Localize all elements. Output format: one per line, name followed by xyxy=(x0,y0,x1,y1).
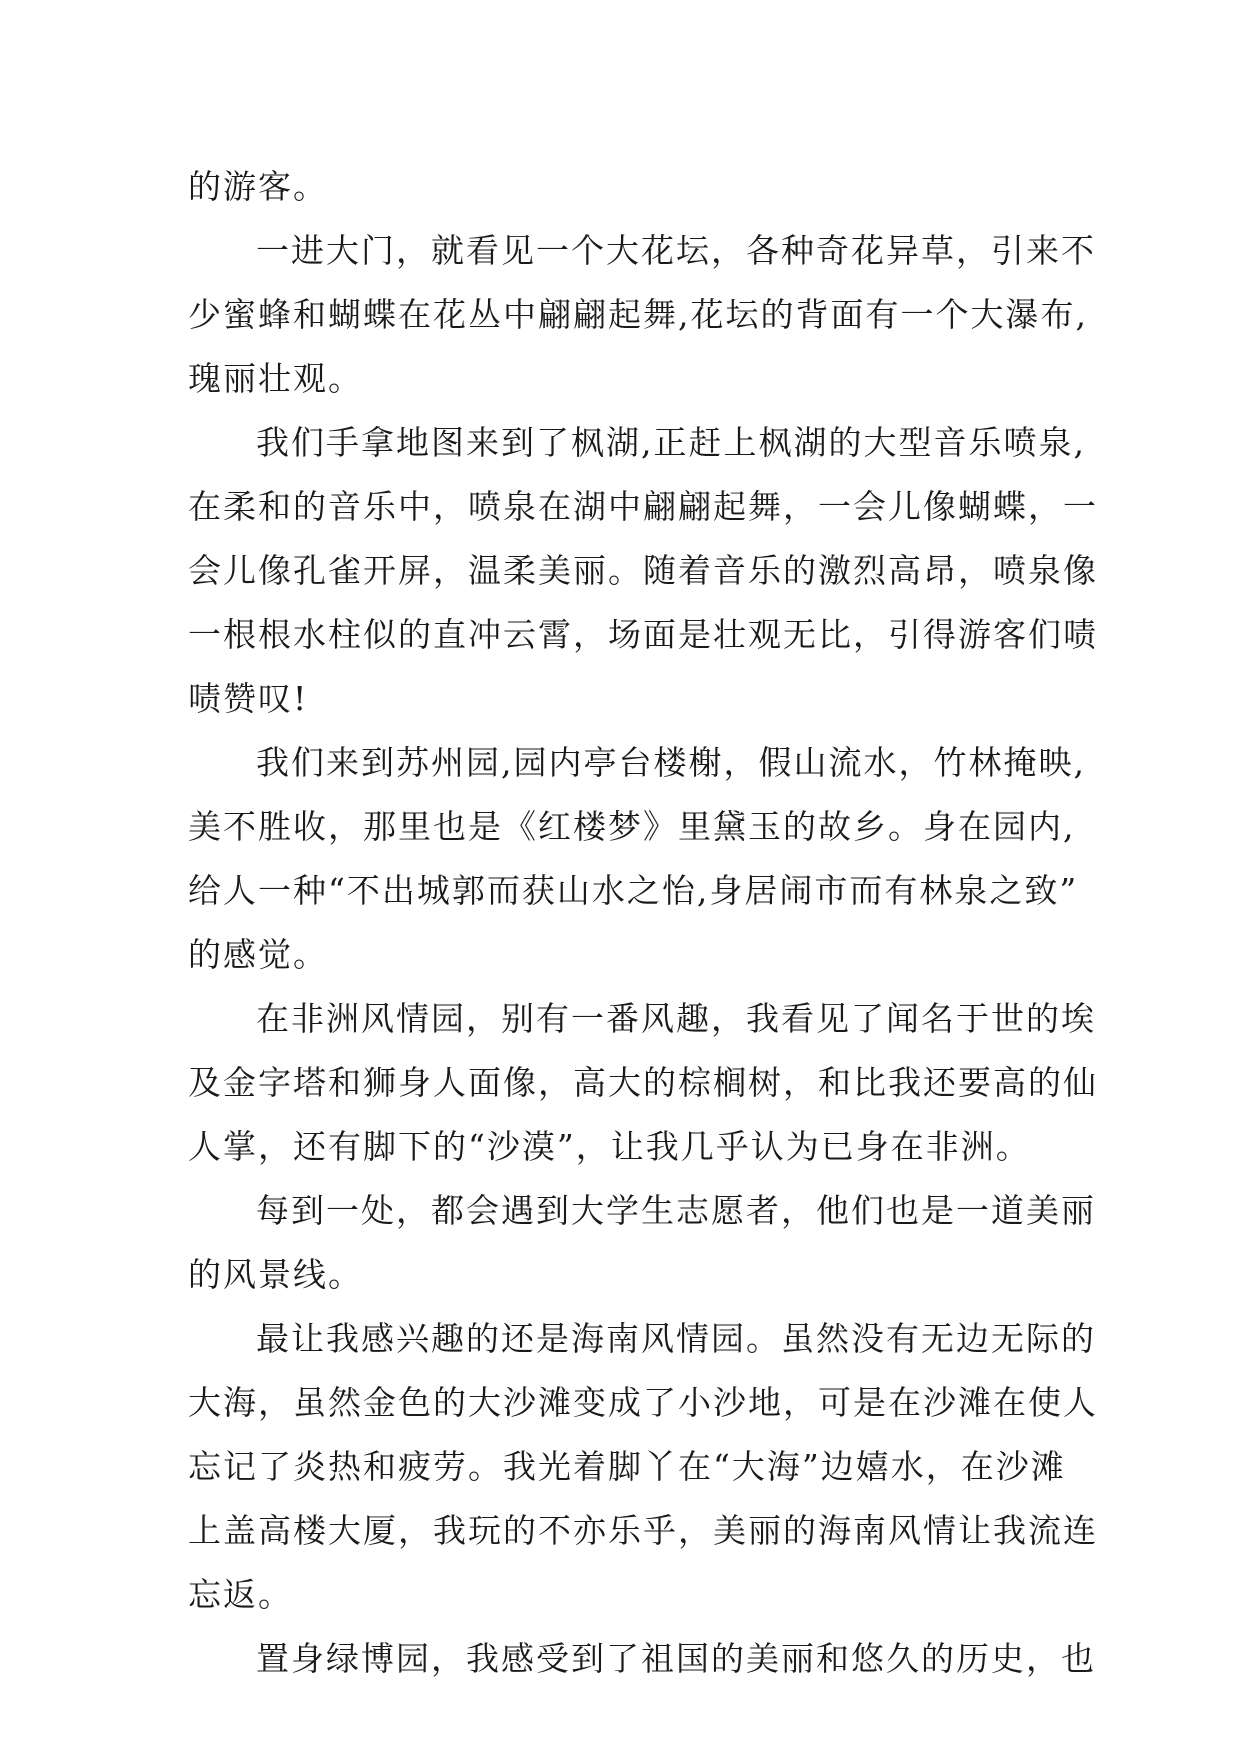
paragraph-first-line: 我们来到苏州园,园内亭台楼榭，假山流水，竹林掩映, xyxy=(256,743,1086,782)
text-line: 的游客。 xyxy=(188,167,328,206)
text-line: 的风景线。 xyxy=(188,1255,363,1294)
text-line: 一根根水柱似的直冲云霄，场面是壮观无比，引得游客们啧 xyxy=(188,615,1098,654)
text-line: 啧赞叹! xyxy=(188,679,309,718)
paragraph-first-line: 置身绿博园，我感受到了祖国的美丽和悠久的历史，也 xyxy=(256,1639,1096,1678)
text-line: 的感觉。 xyxy=(188,935,328,974)
paragraph-first-line: 每到一处，都会遇到大学生志愿者，他们也是一道美丽 xyxy=(256,1191,1096,1230)
text-line: 人掌，还有脚下的“沙漠”，让我几乎认为已身在非洲。 xyxy=(188,1127,1031,1166)
text-line: 给人一种“不出城郭而获山水之怡,身居闹市而有林泉之致” xyxy=(188,871,1079,910)
text-line: 会儿像孔雀开屏，温柔美丽。随着音乐的激烈高昂，喷泉像 xyxy=(188,551,1098,590)
text-line: 忘返。 xyxy=(188,1575,293,1614)
text-line: 在柔和的音乐中，喷泉在湖中翩翩起舞，一会儿像蝴蝶，一 xyxy=(188,487,1098,526)
paragraph-first-line: 我们手拿地图来到了枫湖,正赶上枫湖的大型音乐喷泉, xyxy=(256,423,1086,462)
paragraph-first-line: 最让我感兴趣的还是海南风情园。虽然没有无边无际的 xyxy=(256,1319,1096,1358)
text-line: 美不胜收，那里也是《红楼梦》里黛玉的故乡。身在园内, xyxy=(188,807,1076,846)
paragraph-first-line: 一进大门，就看见一个大花坛，各种奇花异草，引来不 xyxy=(256,231,1096,270)
text-line: 及金字塔和狮身人面像，高大的棕榈树，和比我还要高的仙 xyxy=(188,1063,1098,1102)
text-line: 瑰丽壮观。 xyxy=(188,359,363,398)
paragraph-first-line: 在非洲风情园，别有一番风趣，我看见了闻名于世的埃 xyxy=(256,999,1096,1038)
text-line: 大海，虽然金色的大沙滩变成了小沙地，可是在沙滩在使人 xyxy=(188,1383,1098,1422)
text-line: 忘记了炎热和疲劳。我光着脚丫在“大海”边嬉水，在沙滩 xyxy=(188,1447,1066,1486)
text-line: 上盖高楼大厦，我玩的不亦乐乎，美丽的海南风情让我流连 xyxy=(188,1511,1098,1550)
essay-body xyxy=(188,155,1098,1691)
text-line: 少蜜蜂和蝴蝶在花丛中翩翩起舞,花坛的背面有一个大瀑布, xyxy=(188,295,1088,334)
